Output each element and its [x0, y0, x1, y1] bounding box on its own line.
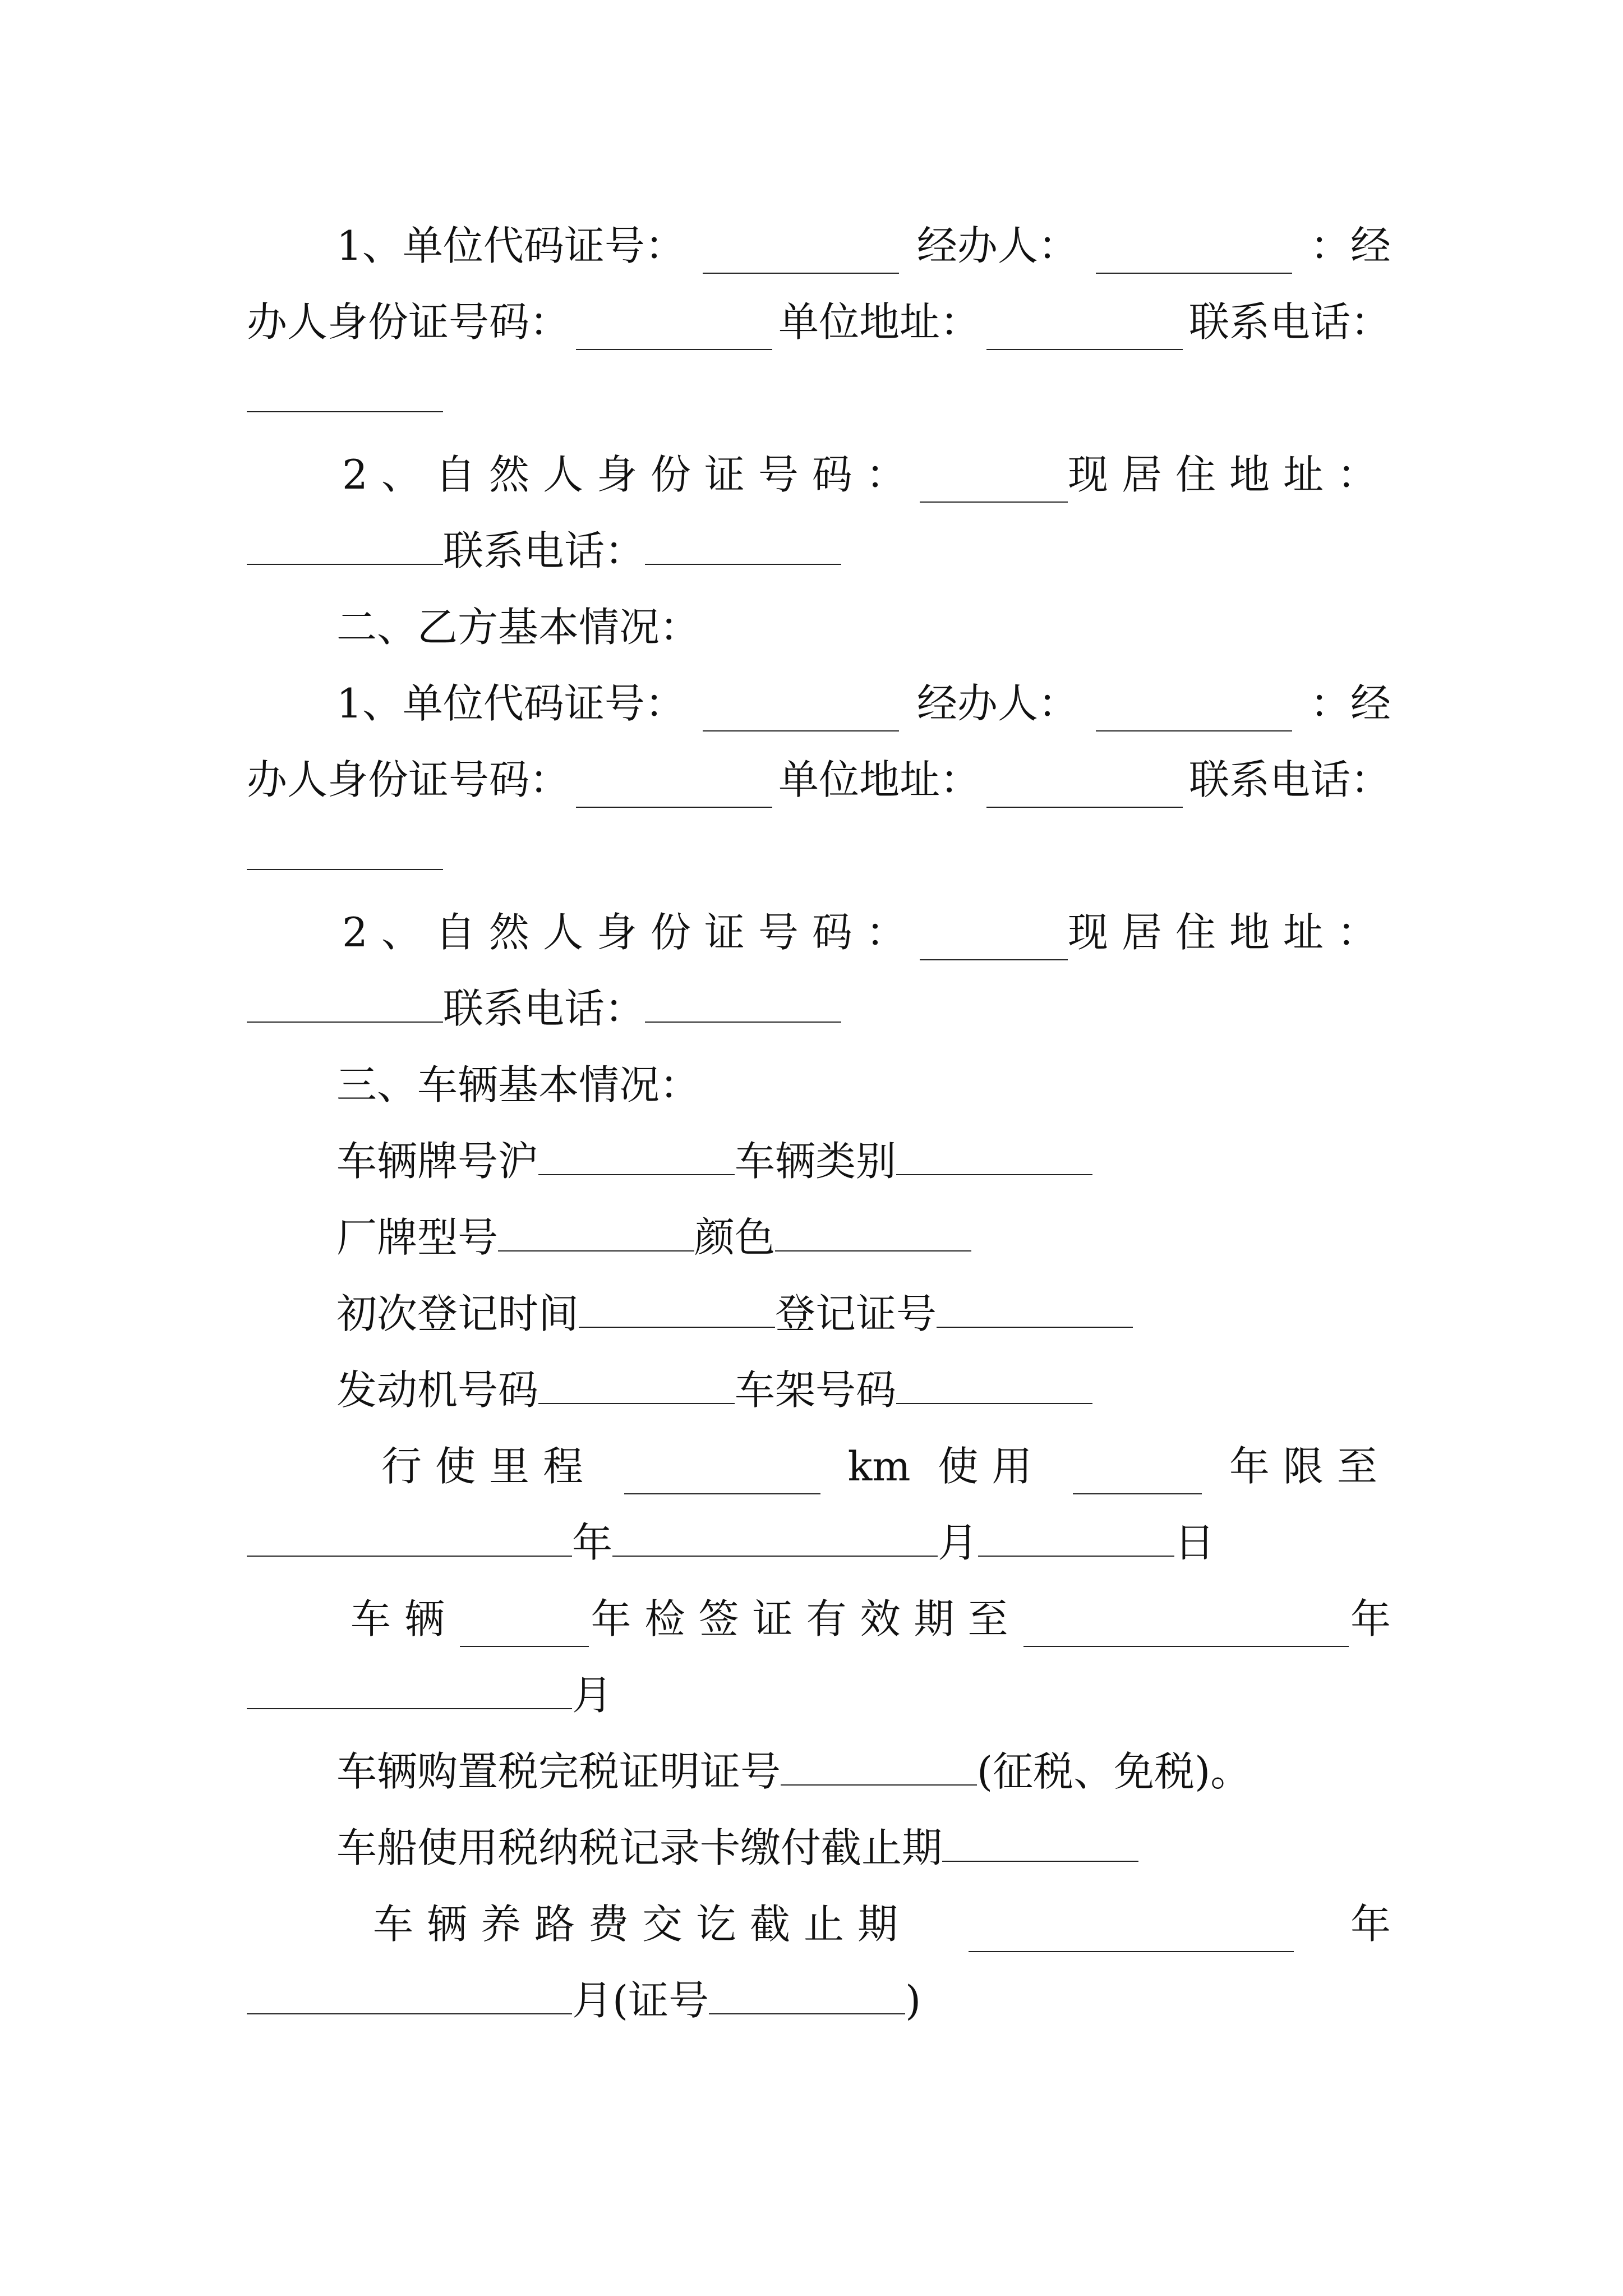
plate-blank[interactable] — [538, 1140, 735, 1175]
vehicle-plate-line — [336, 1133, 1481, 1189]
vessel-tax-blank[interactable] — [942, 1827, 1138, 1862]
item-number: 2、 — [342, 909, 435, 956]
purchase-tax-blank[interactable] — [781, 1751, 977, 1786]
category-blank[interactable] — [896, 1140, 1092, 1175]
road-fee-year-blank[interactable] — [969, 1917, 1294, 1952]
year-label: 年 — [1350, 1595, 1391, 1642]
use-label: 使用 — [938, 1443, 1046, 1490]
party-b-phone-line — [247, 828, 1391, 884]
handler-id-label: 办人身份证号码： — [247, 756, 570, 803]
registration-cert-blank[interactable] — [937, 1293, 1133, 1328]
inspection-line — [351, 1591, 1391, 1647]
party-a-id-line — [247, 294, 1391, 350]
party-a-residence-line — [247, 523, 1391, 579]
limit-year-blank[interactable] — [247, 1522, 572, 1557]
unit-code-blank[interactable] — [703, 239, 899, 274]
unit-code-blank[interactable] — [703, 697, 899, 731]
handler-id-colon: ：经 — [1310, 222, 1391, 269]
inspection-date-blank[interactable] — [1023, 1612, 1349, 1647]
mileage-label: 行使里程 — [381, 1443, 597, 1490]
party-b-id-line — [247, 752, 1391, 808]
item-number: 1、 — [336, 680, 403, 727]
handler-label: 经办人： — [916, 680, 1078, 727]
color-blank[interactable] — [775, 1217, 971, 1251]
person-phone-label: 联系电话： — [443, 527, 645, 574]
engine-blank[interactable] — [538, 1369, 735, 1404]
unit-address-label: 单位地址： — [778, 756, 980, 803]
unit-code-label: 单位代码证号： — [402, 222, 685, 269]
handler-blank[interactable] — [1096, 697, 1292, 731]
year-label: 年 — [1350, 1901, 1391, 1948]
road-fee-month-line — [247, 1972, 1391, 2028]
purchase-tax-label: 车辆购置税完税证明证号 — [336, 1748, 781, 1795]
vessel-tax-line — [336, 1820, 1481, 1876]
person-phone-label: 联系电话： — [443, 985, 645, 1032]
road-fee-month-blank[interactable] — [247, 1980, 572, 2014]
limit-to-label: 年限至 — [1229, 1443, 1391, 1490]
residence-blank[interactable] — [247, 988, 443, 1023]
phone-label: 联系电话： — [1188, 756, 1391, 803]
residence-label: 现居住地址： — [1067, 451, 1391, 498]
handler-id-label: 办人身份证号码： — [247, 298, 570, 346]
unit-address-blank[interactable] — [986, 773, 1183, 808]
frame-blank[interactable] — [896, 1369, 1092, 1404]
unit-address-blank[interactable] — [986, 315, 1183, 350]
engine-label: 发动机号码 — [336, 1366, 539, 1414]
use-years-blank[interactable] — [1073, 1460, 1202, 1494]
mileage-blank[interactable] — [624, 1460, 820, 1494]
month-label: 月 — [938, 1519, 979, 1566]
road-fee-cert-blank[interactable] — [709, 1980, 905, 2014]
vehicle-registration-line — [336, 1286, 1481, 1342]
person-id-blank[interactable] — [920, 926, 1068, 960]
handler-blank[interactable] — [1096, 239, 1292, 274]
tax-note: (征税、免税)。 — [977, 1748, 1251, 1795]
party-b-person-line — [342, 904, 1391, 960]
person-id-label: 自然人身份证号码： — [435, 451, 920, 498]
first-registration-blank[interactable] — [579, 1293, 775, 1328]
limit-day-blank[interactable] — [978, 1522, 1174, 1557]
unit-code-label: 单位代码证号： — [402, 680, 685, 727]
model-blank[interactable] — [498, 1217, 694, 1251]
close-paren: ) — [905, 1977, 921, 2024]
limit-month-blank[interactable] — [612, 1522, 938, 1557]
item-number: 2、 — [342, 451, 435, 498]
phone-blank[interactable] — [247, 835, 443, 870]
vehicle-label: 车辆 — [351, 1595, 459, 1642]
model-label: 厂牌型号 — [336, 1214, 499, 1261]
phone-label: 联系电话： — [1188, 298, 1391, 346]
year-label: 年 — [572, 1519, 613, 1566]
party-a-unit-line — [336, 218, 1391, 274]
handler-id-blank[interactable] — [576, 315, 772, 350]
person-phone-blank[interactable] — [645, 530, 841, 565]
person-phone-blank[interactable] — [645, 988, 841, 1023]
limit-date-line — [247, 1515, 1391, 1571]
unit-address-label: 单位地址： — [778, 298, 980, 346]
plate-label: 车辆牌号沪 — [336, 1138, 539, 1185]
party-b-unit-line — [336, 675, 1391, 731]
vehicle-model-line — [336, 1209, 1481, 1266]
residence-blank[interactable] — [247, 530, 443, 565]
inspection-year-blank[interactable] — [460, 1612, 589, 1647]
party-b-residence-line — [247, 981, 1391, 1037]
category-label: 车辆类别 — [735, 1138, 897, 1185]
vehicle-heading: 三、车辆基本情况： — [336, 1061, 700, 1108]
road-fee-label: 车辆养路费交讫截止期 — [373, 1901, 912, 1948]
handler-label: 经办人： — [916, 222, 1078, 269]
inspection-month-line — [247, 1667, 1391, 1723]
handler-id-blank[interactable] — [576, 773, 772, 808]
month-cert-label: 月(证号 — [572, 1977, 709, 2024]
person-id-label: 自然人身份证号码： — [435, 909, 920, 956]
residence-label: 现居住地址： — [1067, 909, 1391, 956]
registration-cert-label: 登记证号 — [775, 1290, 937, 1337]
party-a-phone-line — [247, 370, 1391, 426]
mileage-line — [381, 1438, 1391, 1494]
frame-label: 车架号码 — [735, 1366, 897, 1414]
first-registration-label: 初次登记时间 — [336, 1290, 579, 1337]
inspection-month-blank[interactable] — [247, 1674, 572, 1709]
color-label: 颜色 — [694, 1214, 776, 1261]
vehicle-engine-line — [336, 1362, 1481, 1418]
phone-blank[interactable] — [247, 378, 443, 412]
day-label: 日 — [1174, 1519, 1215, 1566]
purchase-tax-line — [336, 1743, 1481, 1800]
party-a-person-line — [342, 447, 1391, 503]
item-number: 1、 — [336, 222, 403, 269]
road-fee-line — [373, 1896, 1391, 1952]
month-label: 月 — [572, 1672, 613, 1719]
party-b-heading: 二、乙方基本情况： — [336, 604, 700, 651]
handler-id-colon: ：经 — [1310, 680, 1391, 727]
inspection-label: 年检签证有效期至 — [591, 1595, 1022, 1642]
km-unit: km — [847, 1443, 911, 1490]
person-id-blank[interactable] — [920, 468, 1068, 503]
vessel-tax-label: 车船使用税纳税记录卡缴付截止期 — [336, 1824, 943, 1871]
